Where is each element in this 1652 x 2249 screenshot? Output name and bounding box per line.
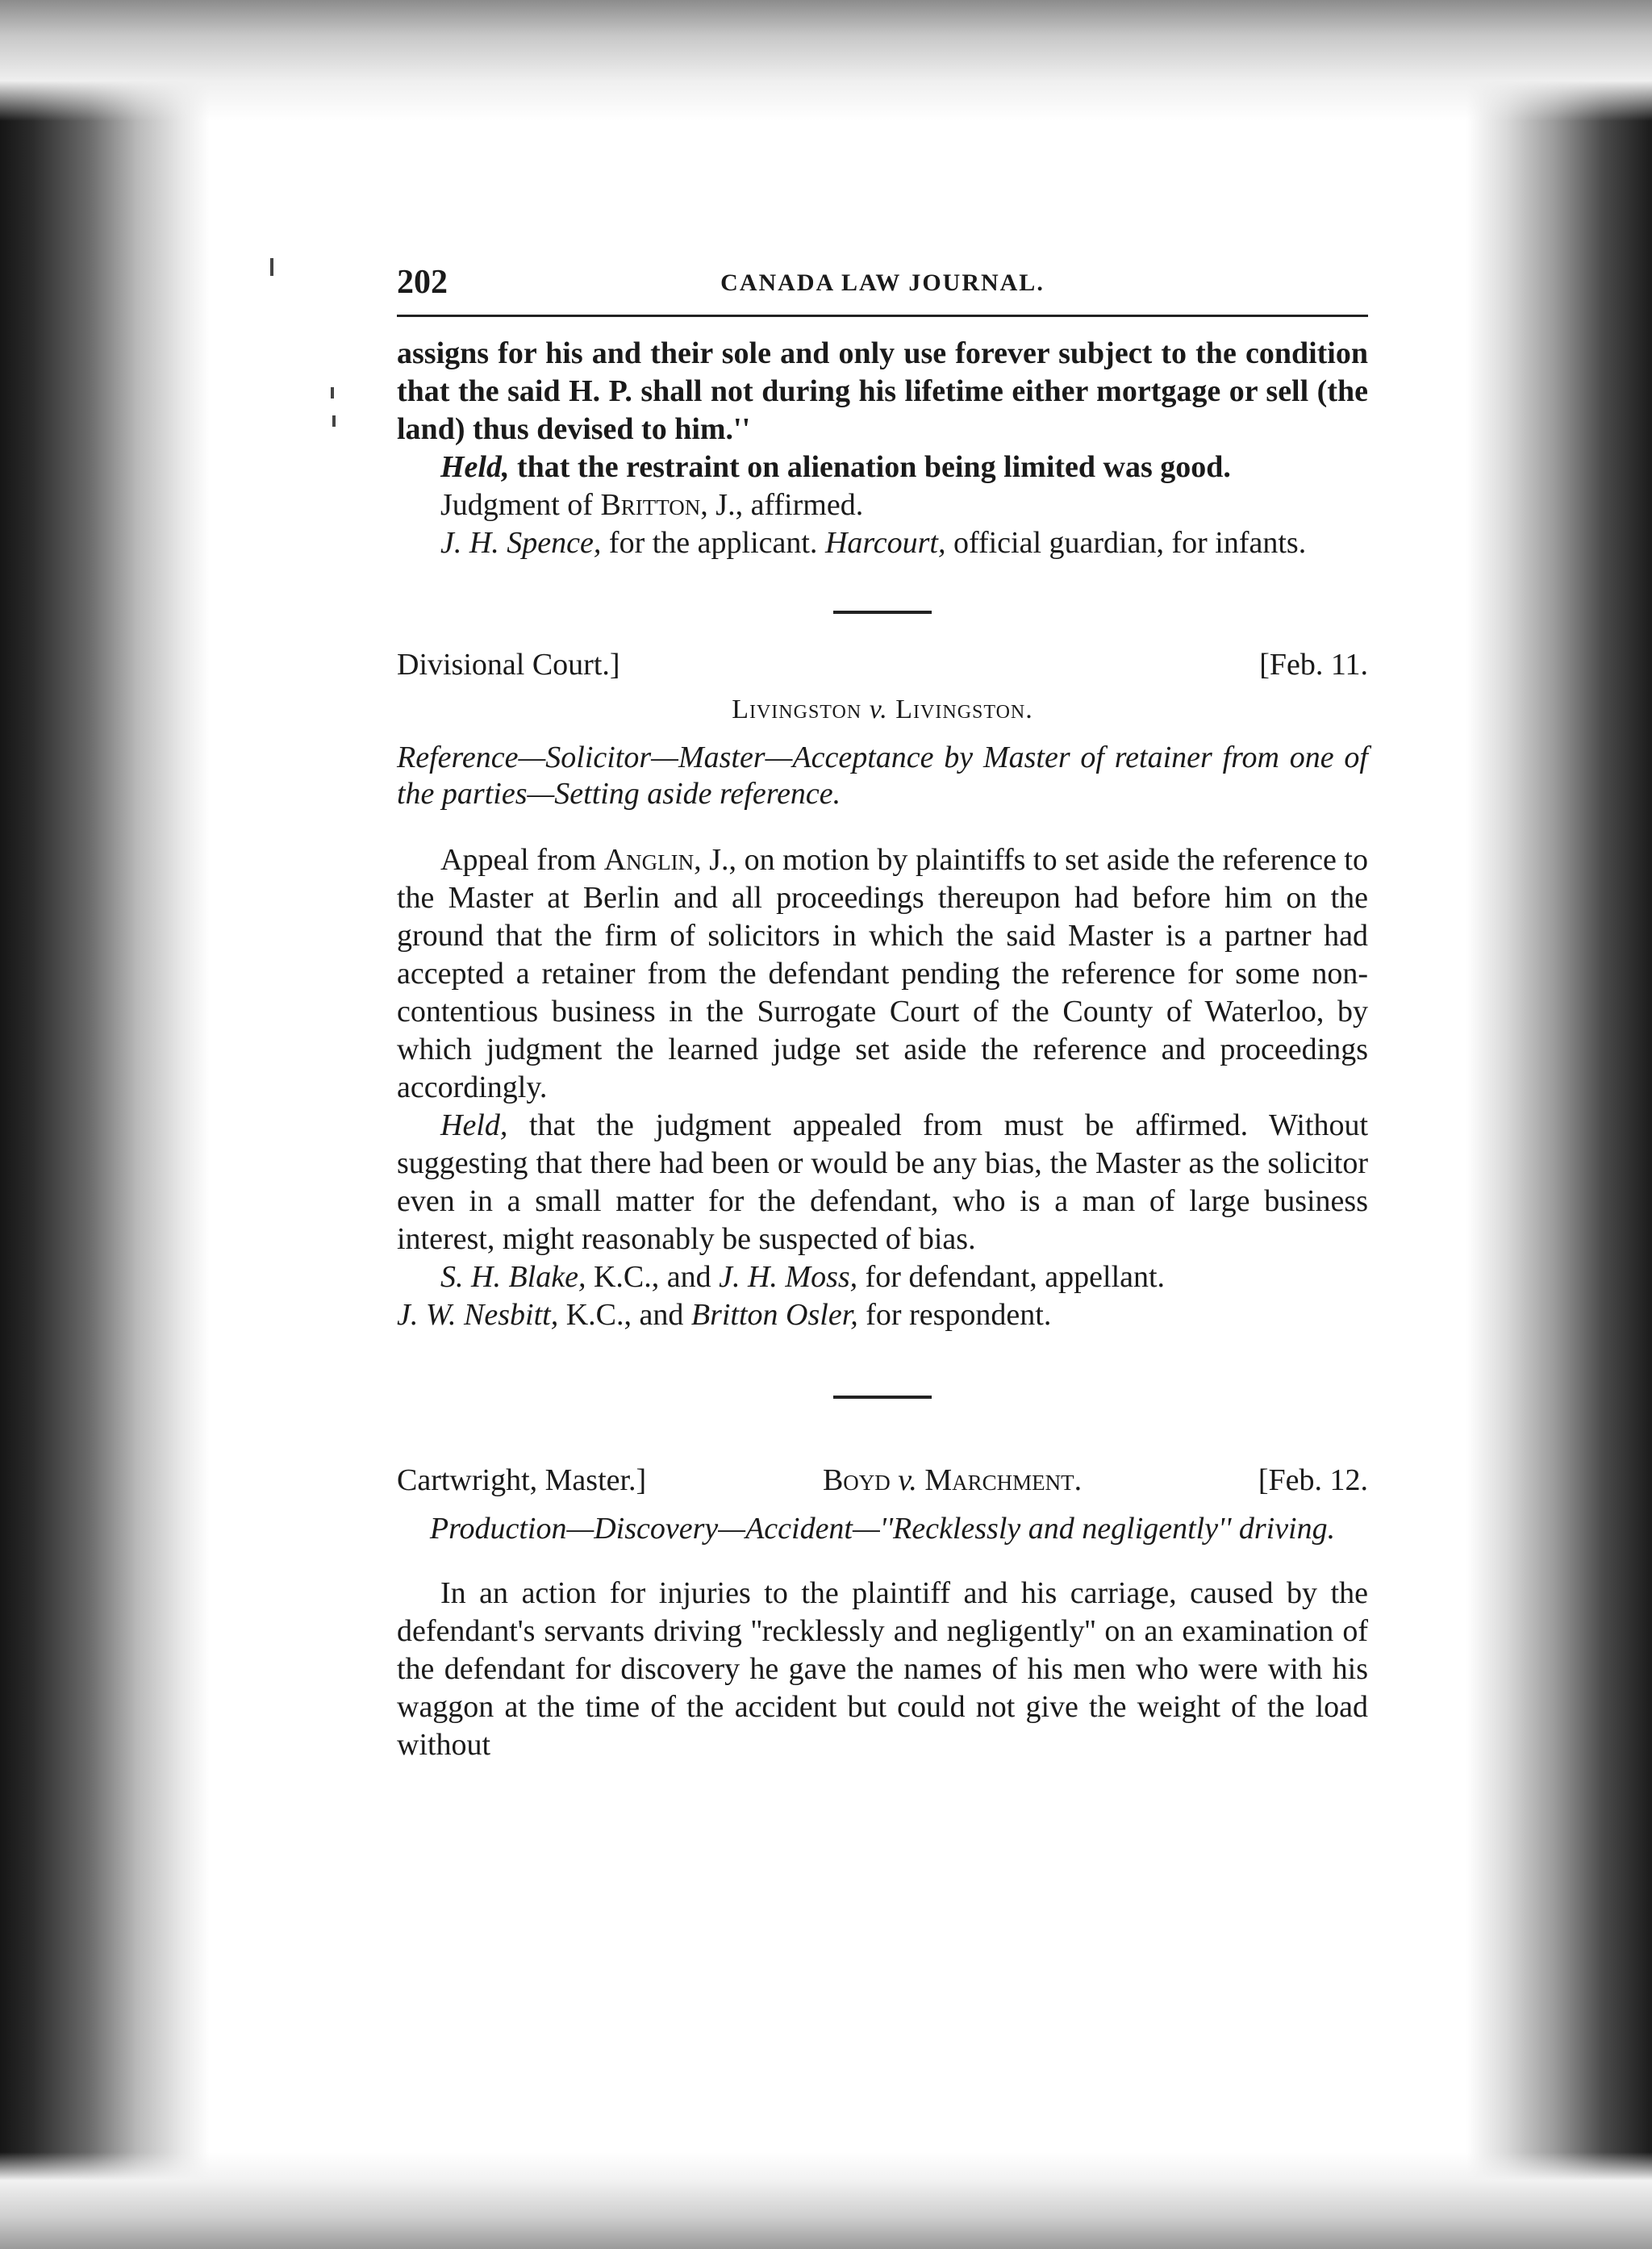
body-prefix: Appeal from [440,843,604,877]
party-name: Livingston [732,695,862,724]
counsel-name: J. H. Spence, [440,526,602,560]
versus-label: v. [869,695,888,724]
counsel-role: for respondent. [857,1298,1052,1332]
journal-title: CANADA LAW JOURNAL. [720,269,1045,296]
counsel-role: official guardian, for infants. [945,526,1307,560]
holding [397,1107,1368,1258]
case-title [397,691,1368,728]
counsel-line [397,1258,1368,1296]
counsel-line [397,1296,1368,1334]
held-text: that the restraint on alienation being limited was good. [509,450,1231,484]
continued-case [397,335,1368,562]
counsel-name: Britton Osler, [690,1298,858,1332]
headnote: Reference—Solicitor—Master—Acceptance by Master of retainer from one of the parties—Setting aside reference. [397,741,1368,811]
continued-paragraph: assigns for his and their sole and only use forever subject to the condition that the said H. P. shall not during his lifetime either mortgage or sell (the land) thus devised to him.'' [397,336,1368,446]
party-name: Marchment. [924,1463,1083,1497]
page-number: 202 [397,264,448,301]
case-livingston [397,646,1368,1334]
held-label: Held, [440,450,510,484]
case-body: In an action for injuries to the plaintiff and his carriage, caused by the defendant's servants driving ''recklessly and negligently'' on an examination of the defendant for discovery he gave the names of his men who were with his waggon at the time of the accident but could not give the weight of the load without [397,1576,1368,1762]
case-boyd [397,1462,1368,1764]
section-divider [833,1396,932,1399]
counsel-line [397,524,1368,562]
case-title [823,1462,1082,1500]
party-name: Livingston. [895,695,1033,724]
versus-label: v. [898,1463,917,1497]
scan-speck [331,387,334,398]
judgment-line [397,486,1368,524]
headnote: Production—Discovery—Accident—''Recklessly and negligently'' driving. [429,1512,1336,1546]
counsel-role: for defendant, appellant. [857,1260,1166,1294]
scan-left-edge [0,0,210,2249]
counsel-suffix: K.C., and [558,1298,691,1332]
scan-speck [332,415,336,427]
header-rule [397,315,1368,317]
running-head [397,258,1368,310]
counsel-suffix: K.C., and [586,1260,720,1294]
scan-right-edge [1466,0,1652,2249]
document-page [397,258,1368,1764]
scan-bottom-edge [0,2152,1652,2249]
judgment-suffix: , J., affirmed. [700,488,864,522]
continued-held [397,449,1368,486]
body-text: , J., on motion by plaintiffs to set aside the reference to the Master at Berlin and all proceedings thereupon had before him on the ground that the firm of solicitors in which the said Master is a partner had accepted a retainer from the defendant pending the reference for some non-contentious business in the Surrogate Court of the County of Waterloo, by which judgment the learned judge set aside the reference and proceedings accordingly. [397,843,1368,1104]
court-line [397,1462,1368,1500]
judge-name: Anglin [603,843,695,877]
judge-name: Britton [600,488,701,522]
counsel-name: J. H. Moss, [719,1260,858,1294]
held-label: Held, [440,1108,508,1142]
judgment-prefix: Judgment of [440,488,601,522]
court-line [397,646,1368,684]
case-body [397,841,1368,1107]
scan-speck [270,258,273,276]
decision-date: [Feb. 11. [1259,648,1368,682]
counsel-name: Harcourt, [824,526,946,560]
counsel-name: S. H. Blake, [440,1260,586,1294]
section-divider [833,611,932,614]
counsel-name: J. W. Nesbitt, [397,1298,559,1332]
counsel-role: for the applicant. [601,526,825,560]
held-text: that the judgment appealed from must be affirmed. Without suggesting that there had been or would be any bias, the Master as the solicitor even in a small matter for the defendant, who is a man of large business interest, might reasonably be suspected of bias. [397,1108,1368,1256]
court-name: Divisional Court.] [397,648,620,682]
scan-top-edge [0,0,1652,121]
court-name: Cartwright, Master.] [397,1463,647,1497]
party-name: Boyd [822,1463,891,1497]
decision-date: [Feb. 12. [1258,1463,1368,1497]
